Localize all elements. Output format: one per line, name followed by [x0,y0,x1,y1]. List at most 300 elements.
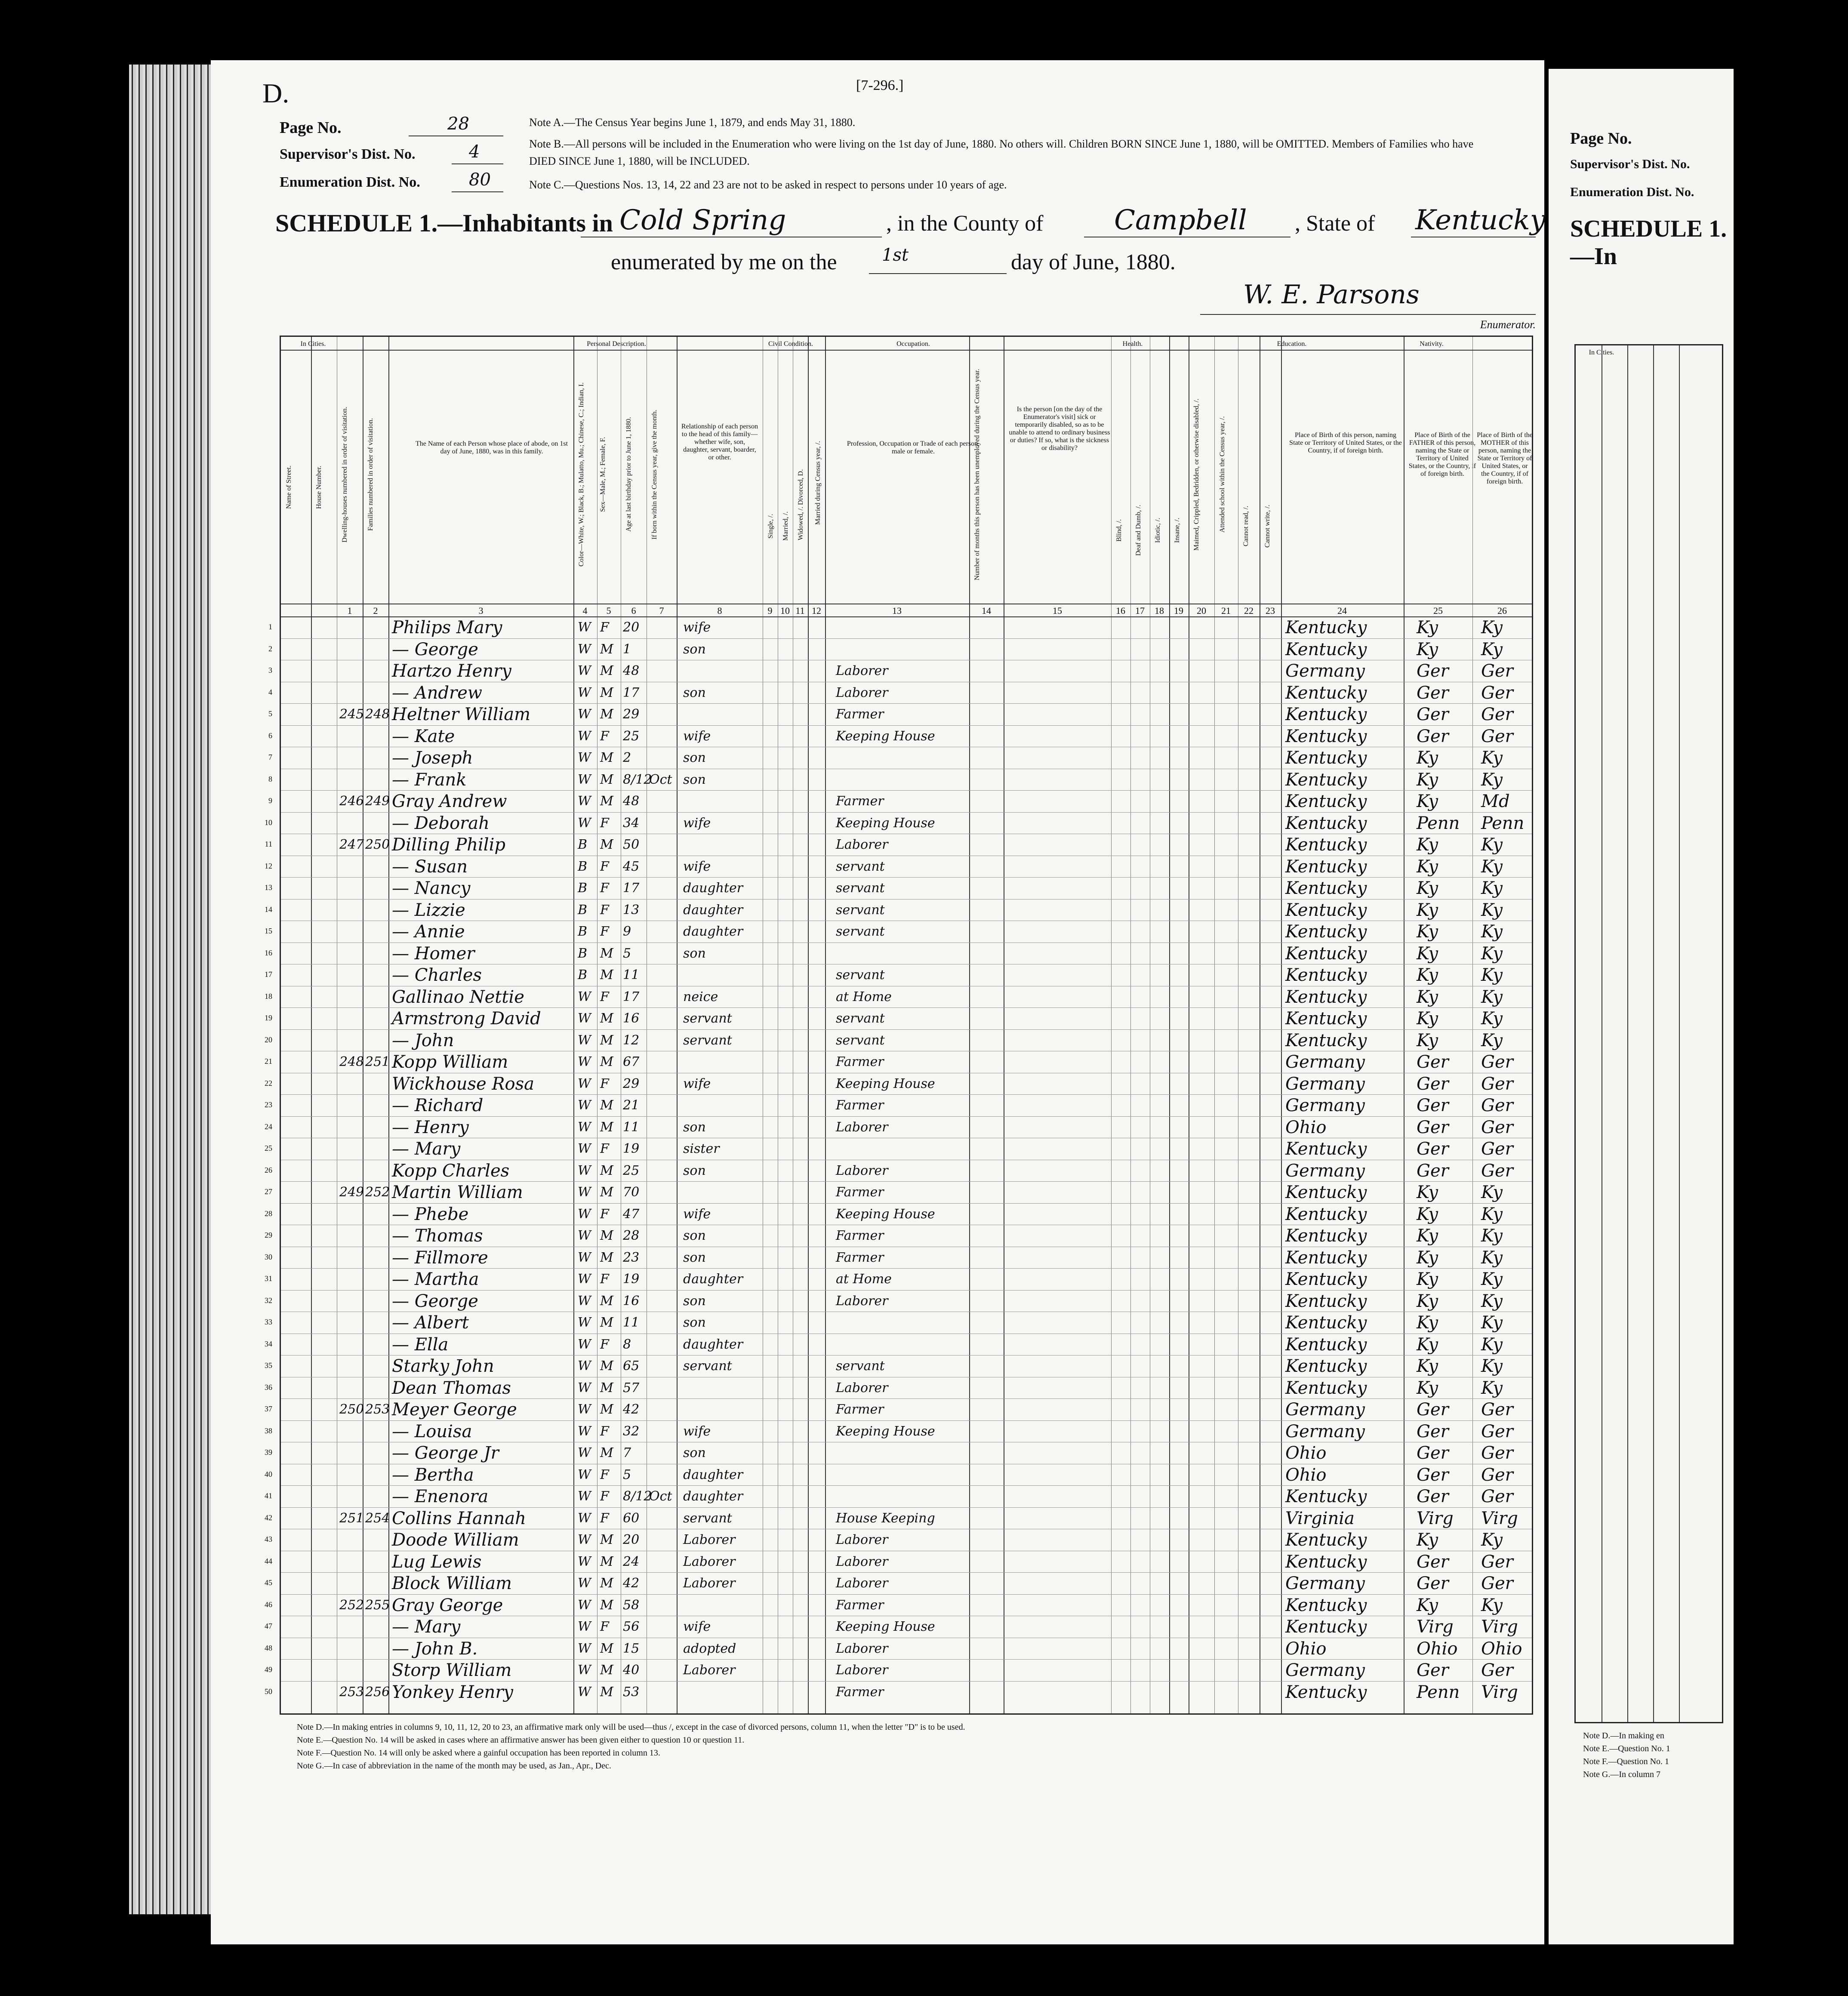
occupation: Keeping House [836,815,935,831]
sex: M [600,1576,613,1591]
father-birthplace: Penn [1417,813,1460,833]
father-birthplace: Ky [1417,1334,1438,1355]
occupation: Laborer [836,685,888,700]
supervisor-dist-label: Supervisor's Dist. No. [280,146,416,162]
line-number: 42 [265,1513,272,1522]
occupation: at Home [836,1272,892,1287]
age: 70 [623,1185,640,1200]
sex: F [600,1619,609,1634]
color: W [578,1206,591,1222]
birthplace: Kentucky [1285,1291,1367,1311]
sex: F [600,1206,609,1222]
line-number: 32 [265,1296,272,1305]
relationship: adopted [683,1641,736,1656]
mother-birthplace: Ger [1481,1400,1513,1420]
line-number: 13 [265,883,272,892]
sex: M [600,1358,613,1374]
relationship: daughter [683,1337,743,1352]
person-name: — Frank [392,770,467,790]
relationship: servant [683,1510,732,1526]
next-note-e: Note E.—Question No. 1 [1583,1744,1670,1753]
sex: F [600,989,609,1004]
birth-month: Oct [649,772,672,787]
line-number: 25 [265,1144,272,1152]
mother-birthplace: Ger [1481,1074,1513,1094]
line-number: 5 [268,709,272,718]
person-name: Dilling Philip [392,835,505,855]
header-c15: Is the person [on the day of the Enumerator's visit] sick or temporarily disabled, so as to be unable to attend to ordinary business or duties? If so, what is the sickness or disability? [1009,406,1110,452]
family-number: 251 [365,1054,390,1069]
birthplace: Kentucky [1285,1487,1367,1506]
person-name: — Phebe [392,1204,469,1224]
mother-birthplace: Ky [1481,1356,1503,1376]
note-a: Note A.—The Census Year begins June 1, 1879, and ends May 31, 1880. [529,116,856,129]
column-number: 16 [1116,605,1125,616]
color: B [578,837,588,852]
note-g: Note G.—In case of abbreviation in the name of the month may be used, as Jan., Apr., Dec. [297,1761,611,1771]
sex: F [600,1510,609,1526]
relationship: wife [683,815,711,831]
color: W [578,1141,591,1156]
next-schedule-label: SCHEDULE 1.—In [1570,216,1727,270]
relationship: Laborer [683,1663,736,1678]
occupation: Laborer [836,1532,888,1547]
page-no-label: Page No. [280,119,342,137]
person-name: Kopp Charles [392,1161,510,1181]
birthplace: Kentucky [1285,1139,1367,1159]
father-birthplace: Ky [1417,1030,1438,1050]
color: W [578,1185,591,1200]
sex: M [600,1293,613,1309]
bottom-notes [297,1721,1458,1772]
relationship: daughter [683,1489,743,1504]
occupation: Laborer [836,1163,888,1178]
relationship: son [683,685,706,700]
color: W [578,685,591,700]
next-page-no-label: Page No. [1570,129,1632,148]
father-birthplace: Ger [1417,661,1449,681]
occupation: Laborer [836,663,888,678]
father-birthplace: Ky [1417,1595,1438,1615]
mother-birthplace: Ky [1481,1530,1503,1550]
line-number: 49 [265,1665,272,1674]
father-birthplace: Ger [1417,1574,1449,1593]
group-in-cities: In Cities. [300,340,326,348]
father-birthplace: Ky [1417,878,1438,898]
sex: F [600,728,609,744]
person-name: Dean Thomas [392,1378,511,1398]
birthplace: Kentucky [1285,792,1367,811]
column-number: 22 [1244,605,1254,616]
color: B [578,859,588,874]
birthplace: Ohio [1285,1639,1327,1659]
age: 17 [623,989,640,1004]
birthplace: Kentucky [1285,987,1367,1007]
next-enumeration-label: Enumeration Dist. No. [1570,185,1694,199]
header-c7: If born within the Census year, give the month. [651,410,658,539]
father-birthplace: Ger [1417,683,1449,703]
birthplace: Germany [1285,1574,1365,1593]
family-number: 253 [365,1402,390,1417]
mother-birthplace: Ohio [1481,1639,1522,1659]
dwelling-number: 245 [339,707,364,722]
next-note-f: Note F.—Question No. 1 [1583,1757,1669,1766]
header-street: Name of Street. [285,465,293,509]
color: W [578,1293,591,1309]
line-number: 7 [268,753,272,761]
sex: M [600,1380,613,1395]
person-name: — John B. [392,1639,478,1659]
age: 47 [623,1206,640,1222]
sex: M [600,1402,613,1417]
occupation: Keeping House [836,1076,935,1091]
header-c16: Blind, /. [1115,519,1123,542]
birthplace: Germany [1285,1161,1365,1181]
book-page-edges [129,65,215,1914]
state-label: , State of [1295,211,1375,236]
father-birthplace: Ky [1417,1009,1438,1029]
mother-birthplace: Ky [1481,770,1503,790]
mother-birthplace: Ky [1481,1595,1503,1615]
column-number: 3 [478,605,484,616]
occupation: Farmer [836,707,884,722]
line-number: 24 [265,1122,272,1131]
mother-birthplace: Ger [1481,1574,1513,1593]
mother-birthplace: Ger [1481,1421,1513,1442]
color: W [578,1054,591,1069]
next-note-g: Note G.—In column 7 [1583,1770,1660,1779]
father-birthplace: Ohio [1417,1639,1458,1659]
line-number: 20 [265,1035,272,1044]
person-name: Yonkey Henry [392,1682,514,1702]
father-birthplace: Ky [1417,943,1438,964]
color: W [578,1098,591,1113]
line-number: 16 [265,948,272,957]
note-b: Note B.—All persons will be included in the Enumeration who were living on the 1st day of June, 1880. No others will. Children BORN SINCE June 1, 1880, will be OMITTED. Members of Families who have DIED SINCE June 1, 1880, will be INCLUDED. [529,138,1474,167]
age: 48 [623,794,640,809]
relationship: son [683,641,706,657]
mother-birthplace: Ky [1481,1009,1503,1029]
age: 57 [623,1380,640,1395]
occupation: servant [836,859,885,874]
color: W [578,1641,591,1656]
person-name: Wickhouse Rosa [392,1074,534,1094]
age: 58 [623,1597,640,1613]
mother-birthplace: Ger [1481,661,1513,681]
age: 20 [623,620,640,635]
mother-birthplace: Md [1481,792,1510,811]
sex: M [600,946,613,961]
sex: F [600,620,609,635]
color: W [578,641,591,657]
relationship: son [683,750,706,765]
sex: M [600,794,613,809]
person-name: Heltner William [392,705,531,724]
father-birthplace: Penn [1417,1682,1460,1702]
relationship: wife [683,728,711,744]
age: 34 [623,815,640,831]
age: 23 [623,1250,640,1265]
father-birthplace: Ky [1417,1291,1438,1311]
occupation: Keeping House [836,1619,935,1634]
mother-birthplace: Ky [1481,1204,1503,1224]
mother-birthplace: Ky [1481,1291,1503,1311]
line-number: 6 [268,731,272,740]
color: W [578,728,591,744]
mother-birthplace: Ky [1481,922,1503,942]
birthplace: Kentucky [1285,1248,1367,1268]
occupation: at Home [836,989,892,1004]
birthplace: Germany [1285,1074,1365,1094]
relationship: Laborer [683,1554,736,1569]
sex: M [600,641,613,657]
column-number: 12 [812,605,821,616]
age: 5 [623,946,631,961]
father-birthplace: Ky [1417,748,1438,768]
census-table [265,336,1533,1715]
person-name: — Fillmore [392,1248,488,1268]
father-birthplace: Ky [1417,1204,1438,1224]
occupation: Laborer [836,1576,888,1591]
birthplace: Kentucky [1285,922,1367,942]
age: 25 [623,728,640,744]
line-number: 9 [268,796,272,805]
relationship: son [683,1250,706,1265]
header-c21: Attended school within the Census year, /. [1219,416,1226,533]
mother-birthplace: Ger [1481,1552,1513,1572]
county-label: , in the County of [886,211,1044,236]
person-name: Doode William [392,1530,519,1550]
line-number: 38 [265,1426,272,1435]
sex: M [600,750,613,765]
father-birthplace: Ger [1417,726,1449,746]
birth-month: Oct [649,1489,672,1504]
mother-birthplace: Ger [1481,1465,1513,1485]
line-number: 15 [265,927,272,935]
line-number: 41 [265,1491,272,1500]
birthplace: Kentucky [1285,1204,1367,1224]
father-birthplace: Ger [1417,1161,1449,1181]
next-supervisor-label: Supervisor's Dist. No. [1570,157,1690,171]
color: W [578,1663,591,1678]
line-number: 10 [265,818,272,827]
mother-birthplace: Ger [1481,1161,1513,1181]
person-name: — Enenora [392,1487,489,1506]
mother-birthplace: Ky [1481,943,1503,964]
person-name: — Homer [392,943,475,964]
age: 42 [623,1576,640,1591]
sex: F [600,859,609,874]
group-education: Education. [1277,340,1307,348]
column-number: 9 [767,605,773,616]
occupation: servant [836,1011,885,1026]
father-birthplace: Ky [1417,1356,1438,1376]
mother-birthplace: Ky [1481,1378,1503,1398]
person-name: Gray George [392,1595,503,1615]
color: W [578,1315,591,1330]
mother-birthplace: Ky [1481,1226,1503,1246]
father-birthplace: Ky [1417,792,1438,811]
father-birthplace: Ger [1417,1552,1449,1572]
line-number: 39 [265,1448,272,1457]
age: 9 [623,924,631,939]
line-number: 36 [265,1383,272,1392]
sex: M [600,1641,613,1656]
line-number: 12 [265,861,272,870]
sex: M [600,1684,613,1700]
birthplace: Kentucky [1285,1595,1367,1615]
sex: M [600,1532,613,1547]
mother-birthplace: Virg [1481,1682,1518,1702]
age: 17 [623,881,640,896]
header-c11: Widowed, /. Divorced, D. [797,469,804,540]
color: W [578,794,591,809]
line-number: 21 [265,1057,272,1066]
header-c6: Age at last birthday prior to June 1, 1880. [625,417,632,532]
census-page [211,60,1544,1944]
relationship: son [683,772,706,787]
age: 65 [623,1358,640,1374]
occupation: servant [836,1032,885,1048]
occupation: Farmer [836,1228,884,1243]
birthplace: Kentucky [1285,835,1367,855]
color: W [578,1489,591,1504]
birthplace: Kentucky [1285,770,1367,790]
page-no-value: 28 [447,114,469,134]
sex: F [600,1141,609,1156]
sex: M [600,967,613,983]
color: W [578,1554,591,1569]
occupation: Farmer [836,794,884,809]
header-c25: Place of Birth of the FATHER of this person, naming the State or Territory of United States, or the Country, if of foreign birth. [1408,431,1476,477]
header-c5: Sex—Male, M.; Female, F. [599,437,607,512]
header-c17: Deaf and Dumb, /. [1135,505,1142,556]
mother-birthplace: Ger [1481,726,1513,746]
occupation: Farmer [836,1098,884,1113]
mother-birthplace: Ger [1481,1096,1513,1115]
column-number: 8 [717,605,722,616]
relationship: Laborer [683,1532,736,1547]
color: W [578,1076,591,1091]
enumerator-signature: W. E. Parsons [1243,280,1420,310]
dwelling-number: 246 [339,794,364,809]
age: 8/12 [623,772,652,787]
color: B [578,881,588,896]
color: W [578,750,591,765]
age: 16 [623,1293,640,1309]
person-name: — Richard [392,1096,484,1115]
mother-birthplace: Ger [1481,1139,1513,1159]
line-number: 34 [265,1339,272,1348]
line-number: 27 [265,1187,272,1196]
relationship: neice [683,989,718,1004]
next-notes [1583,1729,1670,1781]
father-birthplace: Ger [1417,1487,1449,1506]
age: 21 [623,1098,640,1113]
relationship: daughter [683,881,743,896]
enumerator-label: Enumerator. [1480,318,1536,331]
occupation: Farmer [836,1402,884,1417]
group-civil: Civil Condition. [768,340,813,348]
column-number: 21 [1221,605,1231,616]
color: W [578,1011,591,1026]
sex: M [600,837,613,852]
birthplace: Kentucky [1285,1378,1367,1398]
relationship: wife [683,1206,711,1222]
sex: M [600,1315,613,1330]
mother-birthplace: Ky [1481,748,1503,768]
place-value: Cold Spring [619,204,786,236]
father-birthplace: Ger [1417,1139,1449,1159]
sex: F [600,924,609,939]
column-number: 1 [347,605,352,616]
father-birthplace: Ky [1417,1269,1438,1289]
mother-birthplace: Ky [1481,856,1503,877]
birthplace: Kentucky [1285,639,1367,659]
line-number: 37 [265,1405,272,1413]
column-number: 19 [1174,605,1183,616]
father-birthplace: Virg [1417,1508,1454,1528]
father-birthplace: Ger [1417,1400,1449,1420]
color: W [578,1532,591,1547]
father-birthplace: Ky [1417,856,1438,877]
relationship: daughter [683,902,743,918]
father-birthplace: Ky [1417,900,1438,920]
birthplace: Ohio [1285,1443,1327,1463]
mother-birthplace: Ky [1481,1313,1503,1333]
person-name: — Lizzie [392,900,465,920]
sex: F [600,1467,609,1482]
color: W [578,1467,591,1482]
birthplace: Germany [1285,1096,1365,1115]
mother-birthplace: Ky [1481,1248,1503,1268]
age: 32 [623,1423,640,1439]
father-birthplace: Ky [1417,987,1438,1007]
occupation: Laborer [836,1641,888,1656]
relationship: wife [683,1423,711,1439]
person-name: — Bertha [392,1465,474,1485]
person-name: Hartzo Henry [392,661,511,681]
age: 60 [623,1510,640,1526]
sex: F [600,1272,609,1287]
line-number: 33 [265,1318,272,1326]
header-c13: Profession, Occupation or Trade of each person, male or female. [847,440,980,455]
mother-birthplace: Virg [1481,1617,1518,1637]
color: W [578,1119,591,1135]
age: 29 [623,707,640,722]
color: B [578,924,588,939]
sex: M [600,1098,613,1113]
occupation: Keeping House [836,1206,935,1222]
sex: M [600,1554,613,1569]
relationship: son [683,1119,706,1135]
color: W [578,620,591,635]
color: W [578,1380,591,1395]
note-f: Note F.—Question No. 14 will only be asked where a gainful occupation has been reported in column 13. [297,1748,660,1758]
group-personal: Personal Description. [587,340,646,348]
relationship: son [683,1315,706,1330]
line-number: 30 [265,1252,272,1261]
line-number: 43 [265,1535,272,1543]
line-number: 22 [265,1078,272,1087]
dwelling-number: 251 [339,1510,364,1526]
birthplace: Kentucky [1285,1356,1367,1376]
color: B [578,946,588,961]
relationship: wife [683,1076,711,1091]
mother-birthplace: Ky [1481,1334,1503,1355]
line-number: 46 [265,1600,272,1609]
person-name: — Susan [392,856,468,877]
